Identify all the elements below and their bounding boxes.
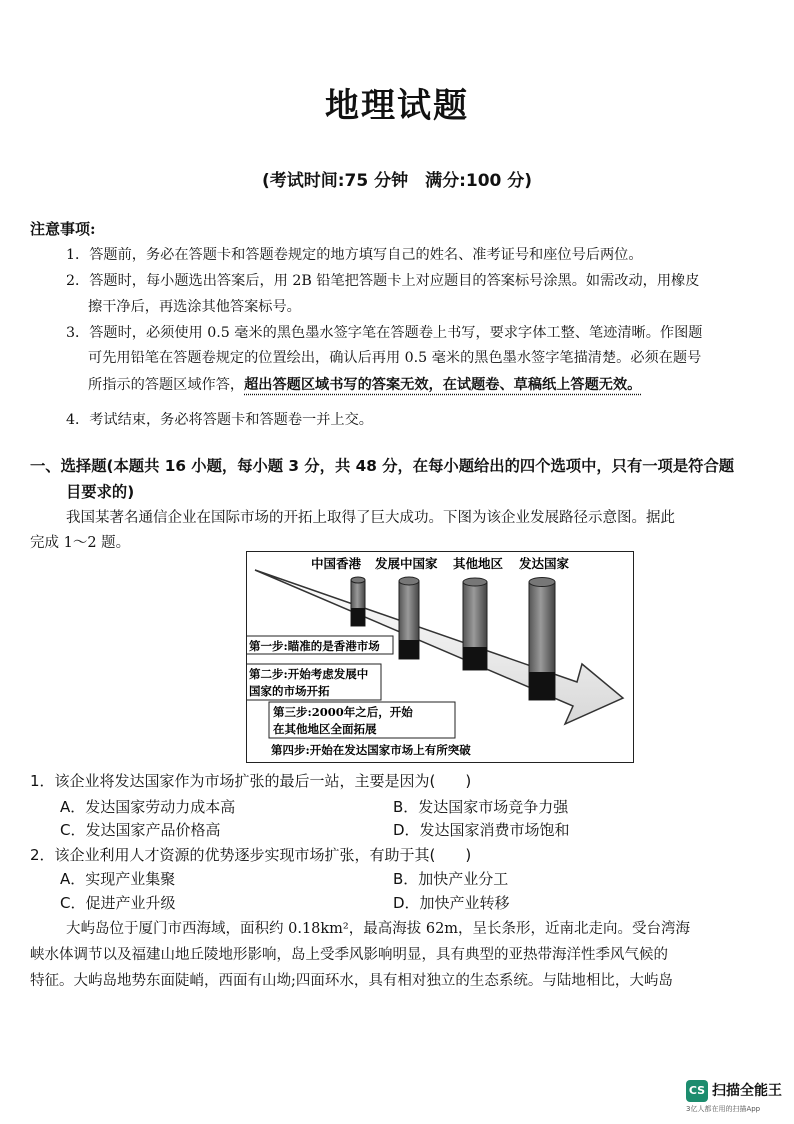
question-2-stem: 2．该企业利用人才资源的优势逐步实现市场扩张，有助于其( ) bbox=[30, 846, 472, 864]
notice-heading: 注意事项: bbox=[30, 220, 96, 238]
camscanner-tagline: 3亿人都在用的扫描App bbox=[686, 1105, 761, 1113]
intro-text: 我国某著名通信企业在国际市场的开拓上取得了巨大成功。下图为该企业发展路径示意图。据此 bbox=[66, 510, 675, 526]
notice-item-2-cont: 擦干净后，再选涂其他答案标号。 bbox=[88, 299, 301, 315]
question-1-option-b: B．发达国家市场竞争力强 bbox=[393, 798, 569, 816]
development-path-diagram bbox=[246, 551, 634, 763]
passage-line-3: 特征。大屿岛地势东面陡峭，西面有山坳;四面环水，具有相对独立的生态系统。与陆地相比，大屿岛 bbox=[30, 973, 673, 989]
cylinder-developing bbox=[399, 577, 419, 659]
label-developing: 发展中国家 bbox=[375, 556, 438, 571]
question-1-option-a: A．发达国家劳动力成本高 bbox=[60, 798, 236, 816]
step4-text: 第四步:开始在发达国家市场上有所突破 bbox=[271, 743, 471, 757]
exam-info: (考试时间:75 分钟 满分:100 分) bbox=[261, 171, 533, 191]
notice-item-4: 4．考试结束，务必将答题卡和答题卷一并上交。 bbox=[66, 412, 373, 428]
notice-item-3-cont2 bbox=[88, 374, 641, 394]
notice-emphasis: 超出答题区域书写的答案无效，在试题卷、草稿纸上答题无效。 bbox=[244, 377, 642, 393]
label-developed: 发达国家 bbox=[519, 556, 570, 571]
question-2-option-b: B．加快产业分工 bbox=[393, 870, 509, 888]
question-1-option-c: C．发达国家产品价格高 bbox=[60, 821, 221, 839]
cylinder-developed bbox=[529, 578, 555, 701]
step3-text-cont: 在其他地区全面拓展 bbox=[273, 722, 377, 736]
step2-text: 第二步:开始考虑发展中 bbox=[249, 667, 369, 681]
camscanner-logo: CS bbox=[686, 1080, 708, 1102]
label-hongkong: 中国香港 bbox=[311, 556, 362, 571]
question-2-option-a: A．实现产业集聚 bbox=[60, 870, 176, 888]
question-1-option-d: D．发达国家消费市场饱和 bbox=[393, 821, 570, 839]
section-heading-cont: 目要求的) bbox=[66, 483, 135, 501]
notice-item-2: 2．答题时，每小题选出答案后，用 2B 铅笔把答题卡上对应题目的答案标号涂黑。如需改动，用橡皮 bbox=[66, 273, 700, 289]
notice-item-3-text: 所指示的答题区域作答， bbox=[88, 377, 245, 393]
step3-text: 第三步:2000年之后，开始 bbox=[273, 705, 413, 719]
intro-text-cont: 完成 1～2 题。 bbox=[30, 535, 131, 551]
question-2-option-c: C．促进产业升级 bbox=[60, 894, 176, 912]
passage-line-1: 大屿岛位于厦门市西海域，面积约 0.18km²，最高海拔 62m，呈长条形，近南北走向。受台湾海 bbox=[66, 921, 691, 937]
camscanner-name: 扫描全能王 bbox=[712, 1083, 782, 1099]
notice-item-3: 3．答题时，必须使用 0.5 毫米的黑色墨水签字笔在答题卷上书写，要求字体工整、笔迹清晰。作图题 bbox=[66, 325, 703, 341]
passage-line-2: 峡水体调节以及福建山地丘陵地形影响，岛上受季风影响明显，具有典型的亚热带海洋性季风气候的 bbox=[30, 947, 668, 963]
page-title: 地理试题 bbox=[325, 86, 469, 126]
notice-item-1: 1．答题前，务必在答题卡和答题卷规定的地方填写自己的姓名、准考证号和座位号后两位。 bbox=[66, 247, 643, 263]
cylinder-other bbox=[463, 578, 487, 670]
label-other: 其他地区 bbox=[453, 556, 504, 571]
step1-text: 第一步:瞄准的是香港市场 bbox=[249, 639, 380, 653]
section-heading: 一、选择题(本题共 16 小题，每小题 3 分，共 48 分，在每小题给出的四个选项中，只有一项是符合题 bbox=[30, 457, 735, 475]
diagram-svg bbox=[247, 552, 633, 762]
notice-item-3-cont: 可先用铅笔在答题卷规定的位置绘出，确认后再用 0.5 毫米的黑色墨水签字笔描清楚。必须在题号 bbox=[88, 350, 702, 366]
step2-text-cont: 国家的市场开拓 bbox=[249, 684, 330, 698]
question-2-option-d: D．加快产业转移 bbox=[393, 894, 510, 912]
cylinder-hongkong bbox=[351, 577, 365, 626]
question-1-stem: 1．该企业将发达国家作为市场扩张的最后一站，主要是因为( ) bbox=[30, 772, 472, 790]
